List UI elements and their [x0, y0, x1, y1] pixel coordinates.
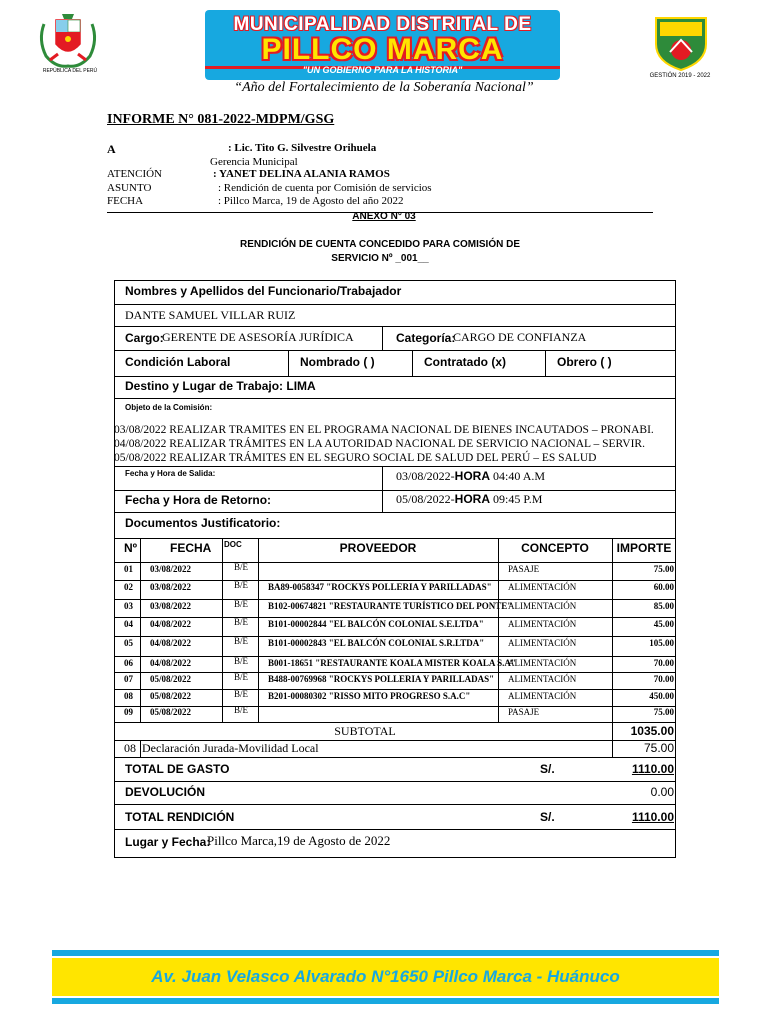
row-concept: ALIMENTACIÓN: [508, 619, 577, 629]
sworn-decl-number: 08: [124, 741, 136, 755]
total-rendition-value: 1110.00: [631, 810, 674, 824]
row-provider: B102-00674821 "RESTAURANTE TURÍSTICO DEL PONTE": [268, 601, 513, 611]
commission-purpose-line2: 04/08/2022 REALIZAR TRÁMITES EN LA AUTORIDAD NACIONAL DE SERVICIO NACIONAL – SERVIR.: [114, 438, 645, 450]
departure-date: 03/08/2022-: [396, 469, 455, 483]
to-subtitle: Gerencia Municipal: [210, 156, 298, 168]
report-title: [180, 238, 580, 266]
administration-caption: GESTIÓN 2019 - 2022: [649, 73, 711, 79]
row-concept: ALIMENTACIÓN: [508, 691, 577, 701]
position-value: GERENTE DE ASESORÍA JURÍDICA: [162, 330, 354, 344]
row-concept: ALIMENTACIÓN: [508, 658, 577, 668]
place-date-label: Lugar y Fecha:: [125, 835, 211, 849]
row-doc: B/E: [234, 580, 249, 590]
row-date: 03/08/2022: [150, 564, 192, 574]
category-label: Categoría:: [396, 331, 456, 345]
attention-value: : YANET DELINA ALANIA RAMOS: [213, 168, 390, 180]
republic-caption: REPÚBLICA DEL PERÚ: [42, 68, 98, 74]
return-time: 09:45 P.M: [490, 492, 543, 506]
to-label: A: [107, 142, 116, 156]
row-amount: 70.00: [653, 658, 674, 668]
row-date: 03/08/2022: [150, 601, 192, 611]
row-concept: PASAJE: [508, 707, 540, 717]
annex-title: ANEXO N° 03: [352, 211, 416, 222]
total-expense-label: TOTAL DE GASTO: [125, 762, 230, 776]
commission-purpose-line3: 05/08/2022 REALIZAR TRÁMITES EN EL SEGURO SOCIAL DE SALUD DEL PERÚ – ES SALUD: [114, 452, 597, 464]
row-doc: B/E: [234, 656, 249, 666]
row-doc: B/E: [234, 599, 249, 609]
employment-status-label: Condición Laboral: [125, 355, 231, 369]
col-provider-header: PROVEEDOR: [339, 541, 417, 555]
commission-purpose-line1: 03/08/2022 REALIZAR TRAMITES EN EL PROGRAMA NACIONAL DE BIENES INCAUTADOS – PRONABI.: [114, 424, 654, 436]
row-date: 03/08/2022: [150, 582, 192, 592]
col-doc-header: DOC: [224, 540, 242, 549]
position-label: Cargo:: [125, 331, 164, 345]
row-number: 04: [124, 619, 133, 629]
row-number: 01: [124, 564, 133, 574]
row-number: 09: [124, 707, 133, 717]
row-amount: 75.00: [653, 707, 674, 717]
row-number: 06: [124, 658, 133, 668]
report-number: INFORME N° 081-2022-MDPM/GSG: [107, 112, 335, 127]
sworn-decl-value: 75.00: [643, 741, 674, 755]
departure-label: Fecha y Hora de Salida:: [125, 469, 216, 478]
row-number: 07: [124, 674, 133, 684]
row-doc: B/E: [234, 689, 249, 699]
employee-name-value: DANTE SAMUEL VILLAR RUIZ: [125, 308, 296, 322]
refund-value: 0.00: [650, 785, 674, 799]
row-concept: ALIMENTACIÓN: [508, 638, 577, 648]
row-date: 05/08/2022: [150, 674, 192, 684]
row-concept: ALIMENTACIÓN: [508, 601, 577, 611]
total-rendition-label: TOTAL RENDICIÓN: [125, 810, 235, 824]
row-provider: B001-18651 "RESTAURANTE KOALA MISTER KOALA S.A": [268, 658, 516, 668]
place-date-value: Pillco Marca,19 de Agosto de 2022: [207, 833, 391, 848]
row-date: 05/08/2022: [150, 707, 192, 717]
row-amount: 105.00: [649, 638, 674, 648]
row-amount: 85.00: [653, 601, 674, 611]
row-amount: 450.00: [649, 691, 674, 701]
date-label: FECHA: [107, 195, 144, 207]
subtotal-value: 1035.00: [630, 724, 674, 738]
row-date: 04/08/2022: [150, 658, 192, 668]
subject-value: : Rendición de cuenta por Comisión de servicios: [218, 182, 432, 194]
row-doc: B/E: [234, 562, 249, 572]
row-amount: 70.00: [653, 674, 674, 684]
row-number: 02: [124, 582, 133, 592]
row-date: 04/08/2022: [150, 619, 192, 629]
col-amount-header: IMPORTE: [616, 541, 672, 555]
row-provider: B488-00769968 "ROCKYS POLLERIA Y PARILLADAS": [268, 674, 495, 684]
subtotal-label: SUBTOTAL: [334, 724, 396, 738]
row-concept: ALIMENTACIÓN: [508, 674, 577, 684]
return-date: 05/08/2022-: [396, 492, 455, 506]
departure-hour-label: HORA: [454, 469, 491, 483]
return-label: Fecha y Hora de Retorno:: [125, 493, 272, 507]
departure-value: [396, 469, 545, 484]
category-value: CARGO DE CONFIANZA: [453, 330, 587, 344]
commission-purpose-label: Objeto de la Comisión:: [125, 403, 213, 412]
municipality-name-line2: PILLCO MARCA: [261, 33, 504, 66]
row-provider: BA89-0058347 "ROCKYS POLLERIA Y PARILLADAS": [268, 582, 492, 592]
row-doc: B/E: [234, 617, 249, 627]
return-hour-label: HORA: [454, 492, 491, 506]
row-date: 04/08/2022: [150, 638, 192, 648]
col-date-header: FECHA: [170, 541, 212, 555]
row-concept: ALIMENTACIÓN: [508, 582, 577, 592]
employee-name-label: Nombres y Apellidos del Funcionario/Trabajador: [125, 284, 402, 298]
return-value: [396, 492, 542, 507]
slogan: "UN GOBIERNO PARA LA HISTORIA": [302, 65, 463, 75]
date-value: : Pillco Marca, 19 de Agosto del año 2022: [218, 195, 404, 207]
peru-coat-of-arms-icon: [36, 10, 100, 72]
footer-address: Av. Juan Velasco Alvarado N°1650 Pillco Marca - Huánuco: [151, 967, 620, 986]
row-doc: B/E: [234, 636, 249, 646]
to-value: : Lic. Tito G. Silvestre Orihuela: [228, 142, 377, 154]
appointed-option: Nombrado ( ): [300, 355, 375, 369]
row-date: 05/08/2022: [150, 691, 192, 701]
row-number: 08: [124, 691, 133, 701]
row-provider: B201-00080302 "RISSO MITO PROGRESO S.A.C": [268, 691, 471, 701]
footer-stripe-top: [52, 950, 719, 956]
report-title-line2: SERVICIO Nº _001__: [331, 253, 429, 264]
row-number: 03: [124, 601, 133, 611]
sworn-decl-label: Declaración Jurada-Movilidad Local: [142, 741, 319, 755]
row-concept: PASAJE: [508, 564, 540, 574]
year-title: “Año del Fortalecimiento de la Soberanía Nacional”: [234, 80, 534, 95]
total-expense-value: 1110.00: [631, 762, 674, 776]
row-amount: 45.00: [653, 619, 674, 629]
subject-label: ASUNTO: [107, 182, 152, 194]
row-doc: B/E: [234, 705, 249, 715]
worker-option: Obrero ( ): [557, 355, 612, 369]
col-concept-header: CONCEPTO: [521, 541, 589, 555]
row-amount: 60.00: [653, 582, 674, 592]
total-rendition-currency: S/.: [540, 810, 555, 824]
attention-label: ATENCIÓN: [107, 168, 162, 180]
destination: Destino y Lugar de Trabajo: LIMA: [125, 379, 316, 393]
total-expense-currency: S/.: [540, 762, 555, 776]
supporting-docs-label: Documentos Justificatorio:: [125, 516, 281, 530]
departure-time: 04:40 A.M: [490, 469, 546, 483]
row-amount: 75.00: [653, 564, 674, 574]
row-provider: B101-00002844 "EL BALCÓN COLONIAL S.E.LTDA": [268, 619, 484, 629]
row-number: 05: [124, 638, 133, 648]
footer-stripe-bottom: [52, 998, 719, 1004]
report-title-line1: RENDICIÓN DE CUENTA CONCEDIDO PARA COMISIÓN DE: [239, 239, 520, 250]
refund-label: DEVOLUCIÓN: [125, 785, 206, 799]
row-provider: B101-00002843 "EL BALCÓN COLONIAL S.R.LTDA": [268, 638, 485, 648]
municipal-seal-icon: [650, 12, 712, 72]
contracted-option: Contratado (x): [424, 355, 506, 369]
col-number-header: Nº: [124, 541, 138, 555]
row-doc: B/E: [234, 672, 249, 682]
municipality-name-line1: MUNICIPALIDAD DISTRITAL DE: [233, 14, 532, 35]
